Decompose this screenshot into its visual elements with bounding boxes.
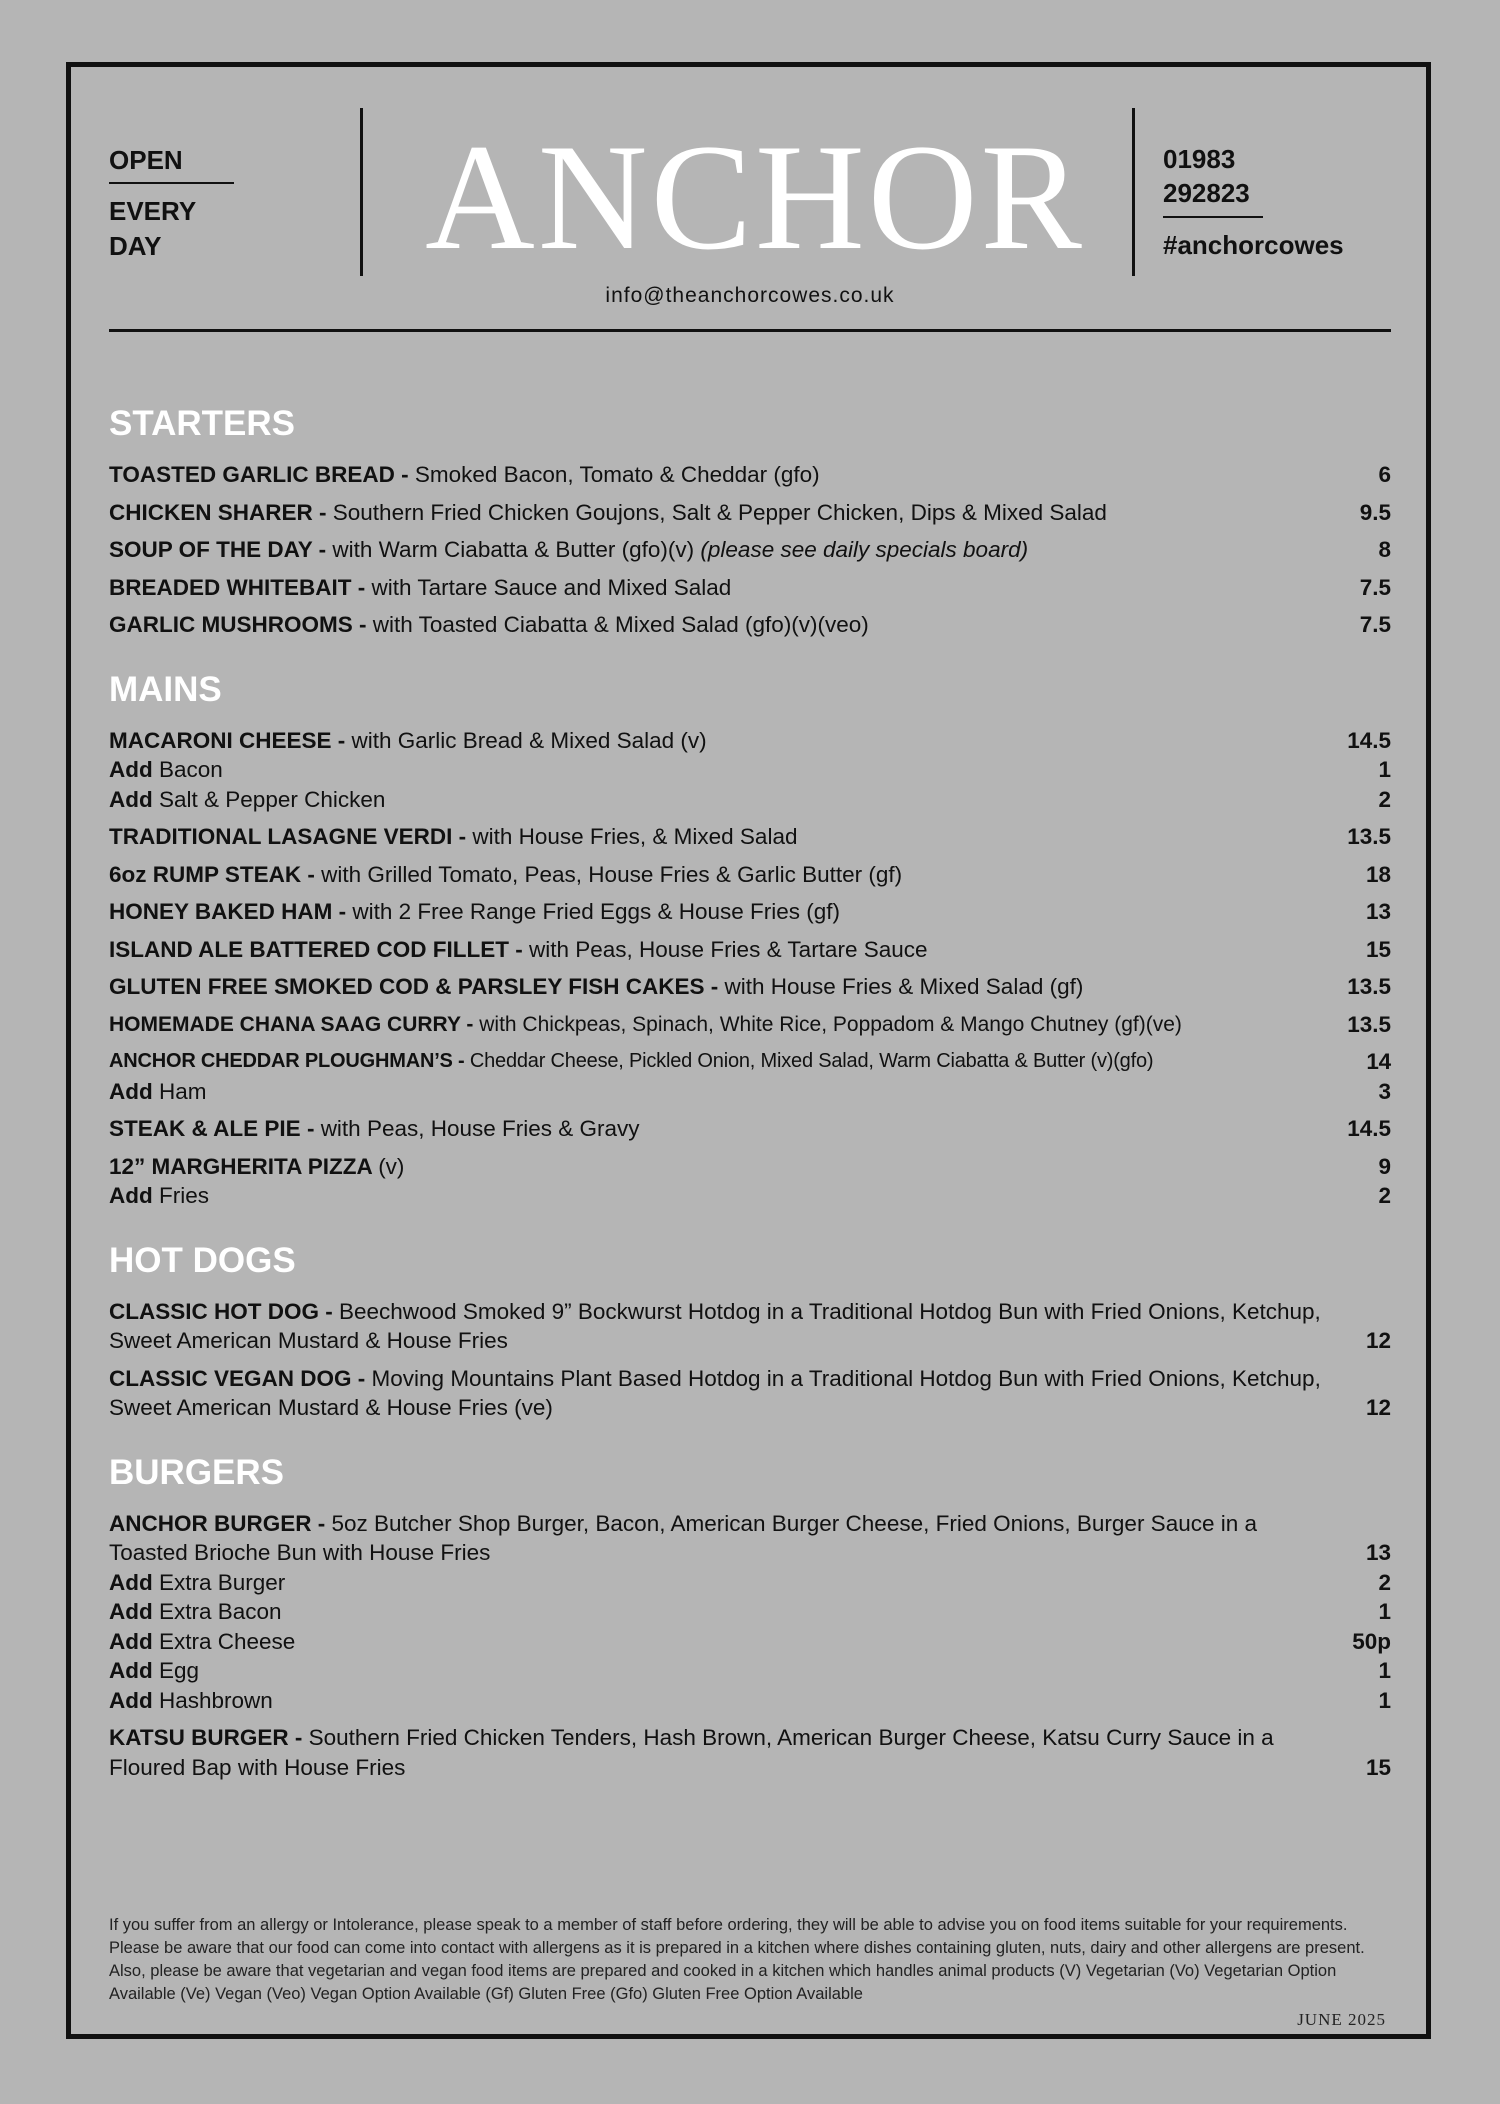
brand-logo: ANCHOR [425,113,1085,281]
item-price: 15 [1365,1754,1391,1780]
item-price: 14 [1366,1049,1391,1074]
addon-price: 1 [1378,1687,1391,1713]
addon-price: 50p [1352,1628,1391,1654]
item-price: 9 [1378,1153,1391,1179]
item-addon [109,785,1391,815]
addon-label: Add [109,786,153,812]
addon-text: Extra Burger [152,1569,286,1595]
contact-info [1163,142,1344,262]
item-desc: with Tartare Sauce and Mixed Salad [371,574,732,600]
item-name: ISLAND ALE BATTERED COD FILLET - [109,936,529,962]
item-desc: with 2 Free Range Fried Eggs & House Fries (gf) [352,899,841,924]
addon-price: 2 [1378,786,1391,812]
addon-label: Add [109,757,153,782]
addon-text: Salt & Pepper Chicken [152,786,386,812]
item-price: 6 [1378,462,1391,487]
item-desc: with House Fries & Mixed Salad (gf) [724,974,1084,999]
item-name: GLUTEN FREE SMOKED COD & PARSLEY FISH CAKES - [109,974,725,999]
phone-number[interactable]: 01983 292823 [1163,144,1250,208]
item-name: 12” MARGHERITA PIZZA [109,1153,379,1179]
header-rule [109,329,1391,332]
item-addon [109,1077,1391,1107]
addon-text: Bacon [152,757,223,782]
item-price: 13.5 [1347,974,1391,999]
item-addon [109,1181,1391,1211]
menu-item [109,897,1391,927]
section-title: MAINS [109,669,222,709]
item-name: ANCHOR CHEDDAR PLOUGHMAN’S - [109,1050,470,1072]
item-desc: with Peas, House Fries & Tartare Sauce [528,936,928,962]
item-name: CLASSIC HOT DOG - [109,1298,339,1324]
item-desc: with House Fries, & Mixed Salad [472,824,798,849]
hashtag: #anchorcowes [1163,230,1344,260]
menu-item [109,1364,1391,1423]
addon-label: Add [109,1569,153,1595]
open-label: OPEN [109,145,183,175]
item-addon [109,1686,1391,1716]
item-name: BREADED WHITEBAIT - [109,574,372,600]
menu-item [109,726,1391,756]
menu-item [109,860,1391,890]
menu-item [109,1509,1391,1568]
item-price: 12 [1365,1328,1391,1353]
addon-label: Add [109,1658,153,1683]
item-desc: Beechwood Smoked 9” Bockwurst Hotdog in a Traditional Hotdog Bun with Fried Onions, Ketchup, Sweet American Mustard & House Fries [109,1298,1321,1353]
section-title: BURGERS [109,1452,285,1492]
item-desc: with Grilled Tomato, Peas, House Fries & Garlic Butter (gf) [321,861,903,887]
addon-text: Egg [152,1658,200,1683]
menu-item [109,1010,1391,1040]
item-price: 13 [1365,899,1391,924]
header-divider-left [360,108,363,276]
menu-item [109,822,1391,852]
menu-item [109,610,1391,640]
email-address[interactable]: info@theanchorcowes.co.uk [605,284,895,307]
item-desc: (v) [378,1153,405,1179]
divider [109,182,234,184]
item-desc: with Warm Ciabatta & Butter (gfo)(v) [332,537,701,562]
item-price: 14.5 [1347,727,1391,753]
item-addon [109,1597,1391,1627]
addon-price: 1 [1378,1599,1391,1624]
item-price: 14.5 [1347,1116,1391,1141]
item-name: HONEY BAKED HAM - [109,899,353,924]
item-desc: 5oz Butcher Shop Burger, Bacon, American Burger Cheese, Fried Onions, Burger Sauce in a Toasted Brioche Bun with House Fries [109,1510,1258,1565]
addon-label: Add [109,1628,153,1654]
item-note: (please see daily specials board) [700,537,1029,562]
item-name: HOMEMADE CHANA SAAG CURRY - [109,1012,480,1036]
item-name: CLASSIC VEGAN DOG - [109,1365,372,1391]
section-mains [109,664,1391,1211]
item-price: 18 [1365,861,1391,887]
item-price: 7.5 [1359,574,1391,600]
section-hotdogs [109,1235,1391,1423]
item-desc: with Peas, House Fries & Gravy [320,1116,640,1141]
everyday-label: EVERY DAY [109,196,197,261]
menu-item [109,1723,1391,1782]
section-title: HOT DOGS [109,1240,296,1280]
item-price: 7.5 [1359,612,1391,637]
item-desc: Southern Fried Chicken Goujons, Salt & Pepper Chicken, Dips & Mixed Salad [332,499,1107,525]
item-desc: with Garlic Bread & Mixed Salad (v) [351,727,707,753]
item-price: 9.5 [1359,499,1391,525]
menu-item [109,935,1391,965]
menu-item [109,1114,1391,1144]
divider [1163,216,1263,218]
section-title: STARTERS [109,404,296,443]
item-name: STEAK & ALE PIE - [109,1116,321,1141]
item-name: MACARONI CHEESE - [109,727,352,753]
item-addon [109,1568,1391,1598]
addon-price: 3 [1378,1078,1391,1104]
item-name: TRADITIONAL LASAGNE VERDI - [109,824,473,849]
item-desc: with Toasted Ciabatta & Mixed Salad (gfo)(v)(veo) [372,612,869,637]
item-desc: Smoked Bacon, Tomato & Cheddar (gfo) [414,462,820,487]
item-name: GARLIC MUSHROOMS - [109,612,373,637]
item-price: 12 [1365,1395,1391,1420]
item-price: 15 [1365,936,1391,962]
item-name: 6oz RUMP STEAK - [109,861,322,887]
item-name: KATSU BURGER - [109,1725,309,1750]
header-divider-right [1132,108,1135,276]
item-price: 8 [1378,537,1391,562]
item-name: CHICKEN SHARER - [109,499,333,525]
menu-item [109,1152,1391,1182]
addon-price: 1 [1378,757,1391,782]
item-name: SOUP OF THE DAY - [109,537,333,562]
allergy-disclaimer: If you suffer from an allergy or Intolerance, please speak to a member of staff before ordering, they will be able to advise you on food items suitable for your requirements. Please be aware that our food can come into contact with allergens as it is prepared in a kitchen where dishes containing gluten, nuts, dairy and other allergens are present. Also, please be aware that vegetarian and vegan food items are prepared and cooked in a kitchen which handles animal products (V) Vegetarian (Vo) Vegetarian Option Available (Ve) Vegan (Veo) Vegan Option Available (Gf) Gluten Free (Gfo) Gluten Free Option Available [109,1916,1365,2003]
item-desc: Southern Fried Chicken Tenders, Hash Brown, American Burger Cheese, Katsu Curry Sauce in a Floured Bap with House Fries [109,1725,1274,1780]
menu-item [109,535,1391,565]
item-price: 13 [1365,1540,1391,1565]
menu-item [109,1047,1391,1077]
item-desc: Moving Mountains Plant Based Hotdog in a Traditional Hotdog Bun with Fried Onions, Ketchup, Sweet American Mustard & House Fries (ve) [109,1365,1321,1420]
item-desc: with Chickpeas, Spinach, White Rice, Poppadom & Mango Chutney (gf)(ve) [479,1012,1182,1036]
item-desc: Cheddar Cheese, Pickled Onion, Mixed Salad, Warm Ciabatta & Butter (v)(gfo) [469,1050,1154,1072]
addon-text: Hashbrown [152,1687,273,1713]
addon-text: Extra Bacon [152,1599,282,1624]
item-name: TOASTED GARLIC BREAD - [109,462,415,487]
item-name: ANCHOR BURGER - [109,1510,332,1536]
item-addon [109,1627,1391,1657]
menu-item [109,460,1391,490]
section-starters [109,398,1391,640]
menu-date: JUNE 2025 [1297,2010,1386,2029]
menu-item [109,573,1391,603]
menu-item [109,972,1391,1002]
addon-text: Ham [152,1078,207,1104]
menu-item [109,1297,1391,1356]
addon-label: Add [109,1078,153,1104]
addon-label: Add [109,1183,153,1208]
section-burgers [109,1447,1391,1783]
item-price: 13.5 [1347,824,1391,849]
item-price: 13.5 [1347,1011,1391,1037]
addon-price: 2 [1378,1569,1391,1595]
addon-label: Add [109,1687,153,1713]
addon-text: Extra Cheese [152,1628,296,1654]
menu-item [109,498,1391,528]
menu-content [109,398,1391,1806]
addon-label: Add [109,1599,153,1624]
addon-text: Fries [152,1183,209,1208]
opening-hours [109,143,234,264]
item-addon [109,1656,1391,1686]
item-addon [109,755,1391,785]
addon-price: 2 [1378,1183,1391,1208]
addon-price: 1 [1378,1658,1391,1683]
